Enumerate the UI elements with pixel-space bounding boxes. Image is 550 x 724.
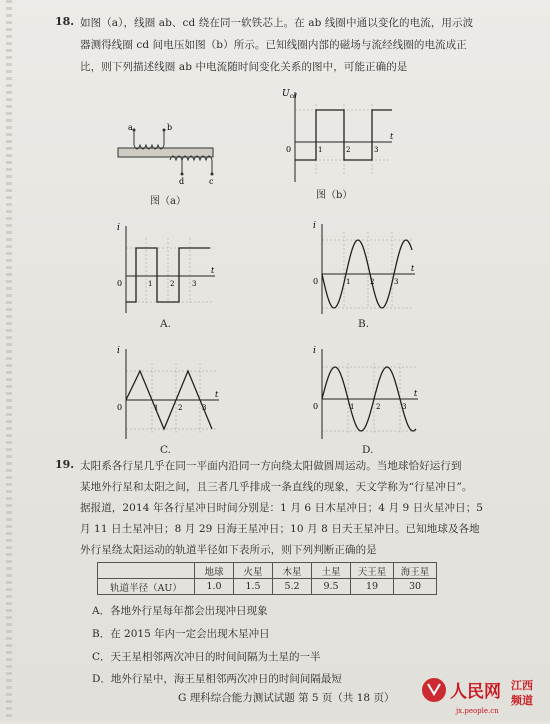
q19-option-b: B．在 2015 年内一定会出现木星冲日 (92, 628, 270, 640)
q18-line-3: 比，则下列描述线圈 ab 中电流随时间变化关系的图中，可能正确的是 (80, 61, 408, 73)
figure-b-y-label: $U_{cd}$ (282, 89, 297, 100)
binding-dashes (6, 0, 12, 721)
q19-line-5: 外行星绕太阳运动的轨道半径如下表所示，则下列判断正确的是 (80, 544, 377, 556)
svg-text:i: i (117, 223, 120, 233)
svg-text:0: 0 (313, 277, 319, 286)
svg-text:1: 1 (346, 278, 351, 286)
svg-text:2: 2 (170, 280, 175, 288)
svg-text:3: 3 (202, 404, 207, 412)
svg-text:t: t (215, 390, 219, 399)
figure-b-tick-1: 1 (318, 146, 323, 154)
table-row: 轨道半径（AU） 1.0 1.5 5.2 9.5 19 30 (98, 579, 437, 595)
figure-b-voltage-graph (280, 84, 395, 184)
q19-line-4: 月 11 日土星冲日；8 月 29 日海王星冲日；10 月 8 日天王星冲日。已知地球及各地 (80, 523, 480, 535)
svg-text:0: 0 (117, 403, 123, 412)
svg-text:3: 3 (394, 278, 399, 286)
figure-b-origin: 0 (286, 145, 292, 154)
table-header-row: 地球 火星 木星 土星 天王星 海王星 (98, 563, 437, 579)
option-c-label: C. (160, 444, 171, 456)
svg-text:3: 3 (192, 280, 197, 288)
q19-option-c: C．天王星相邻两次冲日的时间间隔为土星的一半 (92, 651, 321, 663)
svg-text:i: i (313, 346, 316, 356)
svg-text:0: 0 (117, 279, 123, 288)
q19-line-3: 据报道，2014 年各行星冲日时间分别是：1 月 6 日木星冲日；4 月 9 日火星冲日；5 (80, 502, 484, 514)
svg-text:0: 0 (313, 402, 319, 411)
svg-text:t: t (414, 389, 418, 398)
figure-a-caption: 图（a） (150, 196, 186, 207)
people-cn-watermark (418, 670, 548, 720)
figure-b-caption: 图（b） (316, 190, 353, 201)
option-a-graph (112, 218, 217, 316)
svg-text:1: 1 (148, 280, 153, 288)
figure-b-x-label: t (390, 132, 394, 141)
svg-text:2: 2 (178, 404, 183, 412)
figure-b-tick-2: 2 (346, 146, 351, 154)
watermark-url: jx.people.cn (456, 707, 499, 715)
svg-text:1: 1 (350, 403, 355, 411)
terminal-d-label: d (179, 177, 185, 186)
figure-a-coil-diagram (112, 118, 222, 188)
question-18-number: 18. (55, 15, 75, 28)
orbit-radius-table (97, 562, 437, 595)
q19-option-d: D．地外行星中，海王星相邻两次冲日的时间间隔最短 (92, 673, 342, 685)
q19-option-a: A．各地外行星每年都会出现冲日现象 (92, 605, 268, 617)
terminal-a-label: a (128, 123, 133, 132)
watermark-region-bottom: 频道 (511, 694, 533, 707)
q18-line-1: 如图（a），线圈 ab、cd 绕在同一软铁芯上。在 ab 线圈中通以变化的电流，用示波 (80, 17, 474, 29)
svg-text:t: t (211, 266, 215, 275)
question-19-number: 19. (55, 458, 75, 471)
option-b-label: B. (358, 318, 370, 330)
svg-text:i: i (313, 221, 316, 231)
svg-text:1: 1 (154, 404, 159, 412)
terminal-b-label: b (167, 123, 173, 132)
people-logo-icon (418, 670, 548, 720)
svg-text:i: i (117, 346, 120, 356)
figure-b-tick-3: 3 (374, 146, 379, 154)
option-d-graph (308, 343, 420, 443)
watermark-region-top: 江西 (511, 679, 533, 692)
q19-line-1: 太阳系各行星几乎在同一平面内沿同一方向绕太阳做圆周运动。当地球恰好运行到 (80, 460, 462, 472)
svg-text:3: 3 (402, 403, 407, 411)
svg-text:2: 2 (376, 403, 381, 411)
page-footer: G 理科综合能力测试试题 第 5 页（共 18 页） (178, 692, 395, 704)
option-d-label: D. (362, 444, 374, 456)
watermark-brand: 人民网 (450, 682, 501, 702)
q19-line-2: 某地外行星和太阳之间，且三者几乎排成一条直线的现象，天文学称为“行星冲日”。 (80, 481, 473, 493)
option-a-label: A. (160, 318, 171, 330)
terminal-c-label: c (209, 177, 214, 186)
option-b-graph (308, 218, 418, 316)
figure-b-grid (295, 104, 390, 174)
q18-line-2: 器测得线圈 cd 间电压如图（b）所示。已知线圈内部的磁场与流经线圈的电流成正 (80, 39, 467, 51)
svg-text:2: 2 (370, 278, 375, 286)
option-c-graph (112, 343, 222, 443)
svg-text:t: t (411, 264, 415, 273)
